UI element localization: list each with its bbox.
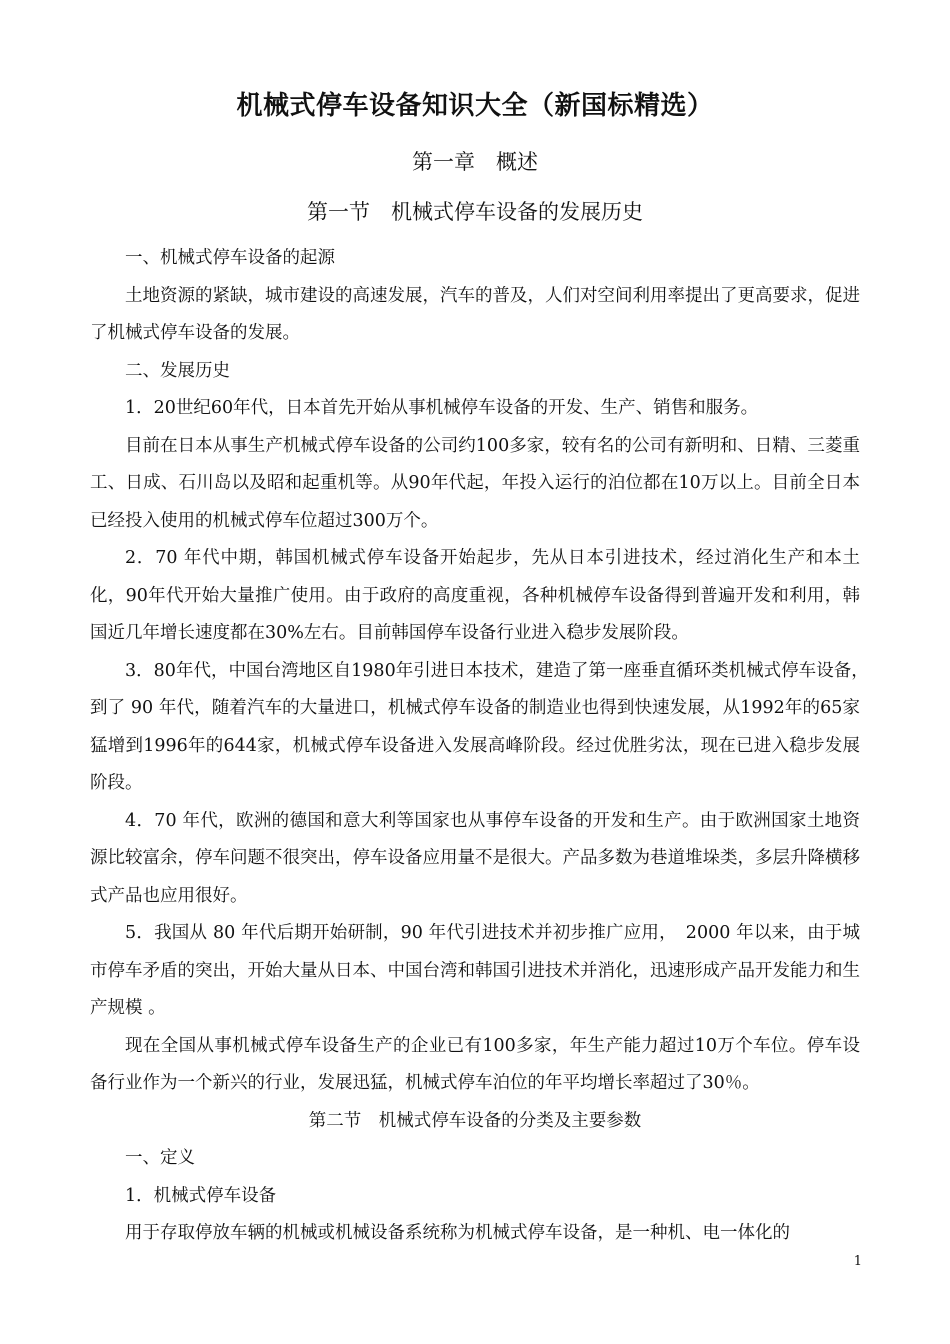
chapter-title: 第一章 概述 [412, 150, 538, 174]
paragraph-definition: 用于存取停放车辆的机械或机械设备系统称为机械式停车设备，是一种机、电一体化的 [125, 1223, 790, 1243]
section-title: 第一节 机械式停车设备的发展历史 [307, 200, 643, 224]
paragraph-current-status: 现在全国从事机械式停车设备生产的企业已有100多家，年生产能力超过10万个车位。停车设备行业作为一个新兴的行业，发展迅猛，机械式停车泊位的年平均增长率超过了30％。 [90, 1035, 860, 1093]
paragraph-china: 5．我国从 80 年代后期开始研制，90 年代引进技术并初步推广应用， 2000 年以来，由于城市停车矛盾的突出，开始大量从日本、中国台湾和韩国引进技术并消化，迅速形成产品开发能力和生产规模 。 [90, 923, 860, 1018]
heading-definition: 一、定义 [125, 1148, 195, 1168]
paragraph-taiwan: 3．80年代，中国台湾地区自1980年引进日本技术，建造了第一座垂直循环类机械式停车设备， 到了 90 年代，随着汽车的大量进口，机械式停车设备的制造业也得到快速发展，从1992年的65家猛增到1996年的644家，机械式停车设备进入发展高峰阶段。经过优胜劣汰，现在已进入稳步发展阶段。 [90, 660, 878, 793]
paragraph-japan-companies: 目前在日本从事生产机械式停车设备的公司约100多家，较有名的公司有新明和、日精、三菱重工、日成、石川岛以及昭和起重机等。从90年代起，年投入运行的泊位都在10万以上。目前全日本已经投入使用的机械式停车位超过300万个。 [90, 435, 860, 531]
section-two-title: 第二节 机械式停车设备的分类及主要参数 [308, 1110, 642, 1131]
paragraph-japan-start: 1．20世纪60年代，日本首先开始从事机械停车设备的开发、生产、销售和服务。 [125, 398, 759, 418]
heading-origin: 一、机械式停车设备的起源 [125, 248, 335, 268]
page-number: 1 [853, 1254, 862, 1269]
paragraph-korea: 2．70 年代中期，韩国机械式停车设备开始起步，先从日本引进技术，经过消化生产和本土化，90年代开始大量推广使用。由于政府的高度重视，各种机械停车设备得到普遍开发和利用，韩国近几年增长速度都在30%左右。目前韩国停车设备行业进入稳步发展阶段。 [90, 548, 860, 643]
document-body [90, 240, 878, 1253]
heading-history: 二、发展历史 [125, 360, 230, 381]
paragraph-origin: 土地资源的紧缺，城市建设的高速发展，汽车的普及，人们对空间利用率提出了更高要求，促进了机械式停车设备的发展。 [90, 285, 860, 343]
document-title: 机械式停车设备知识大全（新国标精选） [236, 91, 714, 121]
paragraph-europe: 4．70 年代，欧洲的德国和意大利等国家也从事停车设备的开发和生产。由于欧洲国家土地资源比较富余，停车问题不很突出，停车设备应用量不是很大。产品多数为巷道堆垛类，多层升降横移式产品也应用很好。 [90, 810, 860, 906]
heading-mechanical-parking: 1．机械式停车设备 [125, 1185, 277, 1206]
